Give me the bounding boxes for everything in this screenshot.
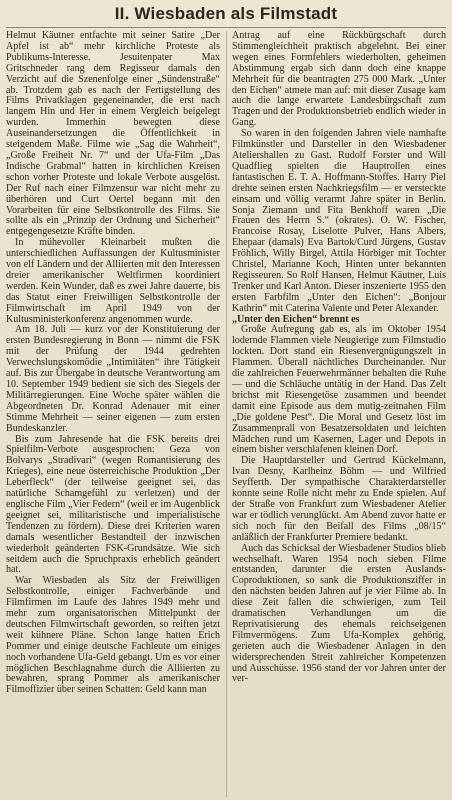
article-headline: II. Wiesbaden als Filmstadt [114,4,338,23]
paragraph: Antrag auf eine Rückbürgschaft durch Stimmengleichheit praktisch abgelehnt. Bei einer wegen eines Formfehlers wiederholten, geheimen Abstimmung ergab sich dann doch eine knappe Mehrheit für die beantragten 275 000 Mark. „Unter den Eichen“ atmete man auf: mit dieser Zusage kam auch die lange erwartete Landesbürgschaft zum Tragen und der Produktionsbetrieb endlich wieder in Gang. [232,30,446,129]
column-divider [226,31,227,797]
paragraph: So waren in den folgenden Jahren viele namhafte Filmkünstler und Darsteller in den Wiesbadener Ateliershallen zu Gast. Rudolf Forster und Will Quadflieg spielten die Hauptrollen eines fantastischen E. T. A. Hoffmann-Stoffes. Harry Piel drehte seinen ersten Nachkriegsfilm — er versteckte einsam und völlig verarmt Jahre später in Berlin. Sonja Ziemann und Fita Benkhoff waren „Die Frauen des Herrn S.“ (okrates). O. W. Fischer, Francoise Rosay, Liselotte Pulver, Hans Albers, Ehepaar (damals) Eva Bartok/Curd Jürgens, Gustav Fröhlich, Willy Birgel, Attila Hörbiger mit Tochter Christel, Marianne Koch, Hinten unter bekannten Regisseuren. So Rolf Hansen, Helmut Käutner, Luis Trenker und Karl Anton. Dieser inszenierte 1955 den ersten Farbfilm „Unter den Eichen“: „Bonjour Kathrin“ mit Caterina Valente und Peter Alexander. [232,128,446,314]
right-column [232,31,446,685]
paragraph: Auch das Schicksal der Wiesbadener Studios blieb wechselhaft. Waren 1954 noch sieben Filme entstanden, darunter die ersten Auslands-Coproduktionen, so sank die Produktionsziffer in den nächsten beiden Jahren auf je vier Filme ab. In diese Zeit fallen die schwierigen, zum Teil dramatischen Verhandlungen um die Reprivatisierung des ehemals reichseigenen Filmvermögens. Zum Ufa-Komplex gehörig, gerieten auch die Wiesbadener Anlagen in den widersprechenden Streit zahlreicher Kompetenzen und Ausschüsse. 1956 stand der vor Jahren unter der ver- [232,542,446,685]
paragraph: Die Hauptdarsteller und Gertrud Kückelmann, Ivan Desny, Karlheinz Böhm — und Wilfried Seyfferth. Der sympathische Charakterdarsteller konnte seine Rolle nicht mehr zu Ende spielen. Auf der Straße von Frankfurt zum Wiesbadener Atelier war er tödlich verunglückt. Am Abend zuvor hatte er sich noch für den Beifall des Films „08/15“ anläßlich der Frankfurter Premiere bedankt. [232,455,446,543]
paragraph: Große Aufregung gab es, als im Oktober 1954 lodernde Flammen viele Neugierige zum Filmstudio lockten. Dort stand ein Riesenvergnügungszelt in Flammen. Überall nächtliches Durcheinander. Nur die zahlreichen Feuerwehrmänner behalten die Ruhe — und die Schläuche untätig in der Hand. Das Zelt brichst mit Riesengetöse zusammen und beendet damit eine Episode aus dem mutig-zeitnahen Film „Die goldene Pest“. Die Moral und Gesetz löst im Zusammenprall von Besatzersoldaten und leichten Mädchen rund um Kasernen, Lager und Depots in einem bisher verschlafenen kleinen Dorf. [232,324,446,456]
left-column [6,31,220,696]
paragraph: In mühevoller Kleinarbeit mußten die unterschiedlichen Auffassungen der Kultusminister von elf Ländern und der Alliierten mit den Interessen dreier amerikanischer Weltfirmen koordiniert werden. Kein Wunder, daß es zwei Jahre dauerte, bis das Statut einer Freiwilligen Selbstkontrolle der Filmwirtschaft im April 1949 von der Kultusministerkonferenz angenommen wurde. [6,237,220,325]
paragraph: Helmut Käutner entfachte mit seiner Satire „Der Apfel ist ab“ mehr kirchliche Proteste als Publikums-Interesse. Jesuitenpater Max Gritschneder rang dem Regisseur damals den Verzicht auf die Szenenfolge einer „Sündenstraße“ ab. Trotzdem gab es nach der Fertigstellung des Films Privatklagen gegeneinander, die erst nach langem Hin und Her in einem Vergleich beigelegt wurden. Immerhin bewegten diese Auseinandersetzungen die Öffentlichkeit in steigendem Maße. Filme wie „Sag die Wahrheit“, „Große Freiheit Nr. 7“ und der Ufa-Film „Das Indische Grabmal“ hatten in kirchlichen Kreisen schon vorher Proteste und lokale Verbote ausgelöst. Der Ruf nach einer Filmzensur war nicht mehr zu überhören und Curt Oertel begann mit den Vorarbeiten für eine Selbstkontrolle des Films. Sie sollte als ein „Prinzip der Ordnung und Sicherheit“ entgegengesetzte Kräfte binden. [6,30,220,238]
section-subheading: „Unter den Eichen“ brennt es [232,313,360,325]
paragraph: Am 18. Juli — kurz vor der Konstituierung der ersten Bundesregierung in Bonn — nimmt die FSK mit der Prüfung der 1944 gedrehten Verwechslungskomödie „Intimitäten“ ihre Tätigkeit auf. Bis zur Übergabe in deutsche Verantwortung am 10. September 1949 bedient sie sich des Siegels der Militärregierungen. Eine Woche später wählen die Abgeordneten Dr. Konrad Adenauer mit einer Stimme Mehrheit — seiner eigenen — zum ersten Bundeskanzler. [6,324,220,434]
paragraph: Bis zum Jahresende hat die FSK bereits drei Spielfilm-Verbote ausgesprochen: Geza von Bolvarys „Stradivari“ (wegen Romantisierung des Krieges), eine neue österreichische Produktion „Der Leberfleck“ (der teilweise geeignet sei, das natürliche Schamgefühl zu verletzen) und der englische Film „Vier Federn“ (weil er im Augenblick geeignet sei, militaristische und imperialistische Tendenzen zu fördern). Diese drei Kriterien waren damals wesentlicher Bestandteil der inzwischen wiederholt geänderten FSK-Grundsätze. Wie sich seitdem auch die Spruchpraxis erheblich geändert hat. [6,433,220,576]
paragraph: War Wiesbaden als Sitz der Freiwilligen Selbstkontrolle, einiger Fachverbände und Filmfirmen im Laufe des Jahres 1949 mehr und mehr zum organisatorischen Mittelpunkt der deutschen Filmwirtschaft geworden, so reiften jetzt weit kühnere Pläne. Schon lange hatten Erich Pommer und einige deutsche Fachleute um einiges noch vorhandene Ufa-Geld gebangt. Um es vor einer möglichen Beschlagnahme durch die Alliierten zu bewahren, sprang Pommer als amerikanischer Filmoffizier über seinen Schatten: Geld kann man [6,575,220,696]
headline-rule [6,27,446,28]
